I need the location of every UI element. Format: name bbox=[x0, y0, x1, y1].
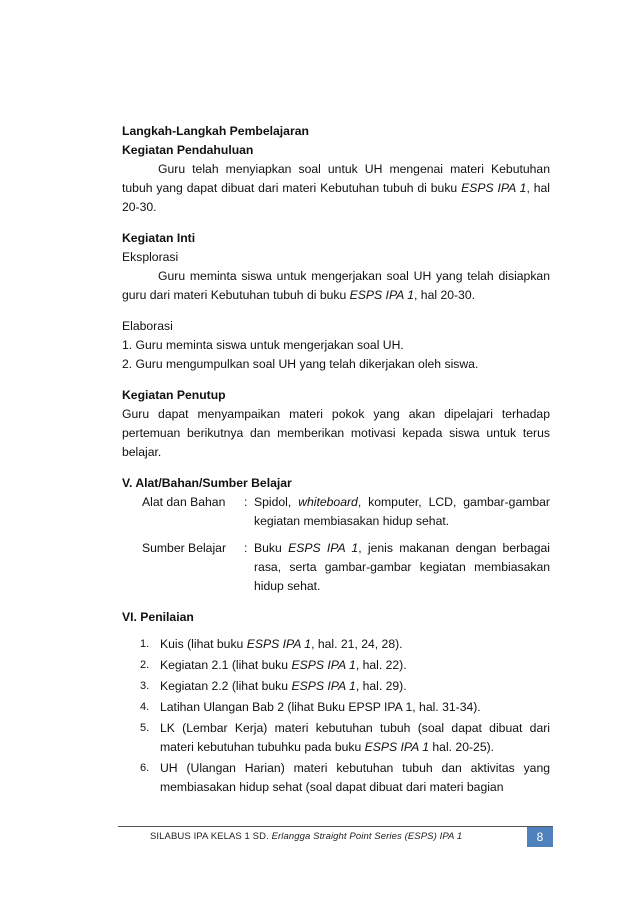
eksplorasi-label: Eksplorasi bbox=[122, 250, 179, 264]
alat-label: Alat dan Bahan bbox=[142, 495, 226, 509]
alat-value-text: Spidol, bbox=[254, 495, 299, 509]
list-item bbox=[122, 656, 550, 675]
eksplorasi-text: Guru meminta siswa untuk mengerjakan soal UH yang telah disiapkan guru dari materi Kebutuhan tubuh di buku bbox=[122, 269, 550, 302]
footer-divider bbox=[118, 826, 553, 827]
list-number: 6. bbox=[140, 762, 150, 774]
list-text-end: , hal. 21, 24, 28). bbox=[311, 637, 403, 651]
elaborasi-item: 2. Guru mengumpulkan soal UH yang telah dikerjakan oleh siswa. bbox=[122, 357, 479, 371]
sumber-value-text: Buku bbox=[254, 541, 289, 555]
penilaian-list bbox=[122, 635, 550, 797]
alat-value bbox=[254, 493, 550, 531]
alat-colon: : bbox=[244, 495, 248, 509]
sumber-value-end: , jenis makanan dengan berbagai rasa, serta gambar-gambar kegiatan membiasakan hidup sehat. bbox=[254, 541, 550, 593]
list-text bbox=[160, 635, 550, 654]
list-number: 3. bbox=[140, 680, 150, 692]
pendahuluan-title: Kegiatan Pendahuluan bbox=[122, 143, 254, 157]
list-text-start: LK (Lembar Kerja) materi kebutuhan tubuh (soal dapat dibuat dari materi kebutuhan tubuhku pada buku bbox=[160, 721, 550, 754]
alat-title: V. Alat/Bahan/Sumber Belajar bbox=[122, 476, 292, 490]
inti-title: Kegiatan Inti bbox=[122, 231, 196, 245]
list-item bbox=[122, 719, 550, 757]
alat-value-italic: whiteboard bbox=[298, 495, 358, 509]
list-text-end: , hal. 22). bbox=[355, 658, 407, 672]
list-text bbox=[160, 698, 550, 717]
list-item bbox=[122, 677, 550, 696]
pendahuluan-text-end: , hal 20-30. bbox=[122, 181, 550, 214]
eksplorasi-text-end: , hal 20-30. bbox=[414, 288, 475, 302]
list-text-start: UH (Ulangan Harian) materi kebutuhan tubuh dan aktivitas yang membiasakan hidup sehat (soal dapat dibuat dari materi bagian bbox=[160, 761, 550, 794]
eksplorasi-book: ESPS IPA 1 bbox=[349, 288, 415, 302]
list-item bbox=[122, 759, 550, 797]
pendahuluan-paragraph bbox=[122, 160, 550, 217]
list-item bbox=[122, 698, 550, 717]
list-text-end: , hal. 29). bbox=[355, 679, 407, 693]
list-text-end: hal. 20-25). bbox=[429, 740, 495, 754]
list-number: 2. bbox=[140, 659, 150, 671]
list-text-book: ESPS IPA 1 bbox=[364, 740, 429, 754]
pendahuluan-book: ESPS IPA 1 bbox=[461, 181, 527, 195]
elaborasi-label: Elaborasi bbox=[122, 319, 173, 333]
page-number: 8 bbox=[527, 827, 553, 847]
list-item bbox=[122, 635, 550, 654]
sumber-row bbox=[142, 539, 550, 596]
list-text-book: ESPS IPA 1 bbox=[246, 637, 312, 651]
penutup-title: Kegiatan Penutup bbox=[122, 388, 226, 402]
list-text-book: ESPS IPA 1 bbox=[291, 679, 356, 693]
list-text-start: Latihan Ulangan Bab 2 (lihat Buku EPSP IPA 1, hal. 31-34). bbox=[160, 700, 481, 714]
list-text-book: ESPS IPA 1 bbox=[291, 658, 356, 672]
list-text-start: Kegiatan 2.1 (lihat buku bbox=[160, 658, 292, 672]
steps-heading: Langkah-Langkah Pembelajaran bbox=[122, 124, 309, 138]
list-text-start: Kegiatan 2.2 (lihat buku bbox=[160, 679, 292, 693]
page-content bbox=[122, 122, 550, 799]
list-text bbox=[160, 656, 550, 675]
elaborasi-item: 1. Guru meminta siswa untuk mengerjakan soal UH. bbox=[122, 338, 404, 352]
footer-text-start: SILABUS IPA KELAS 1 SD. bbox=[150, 831, 272, 842]
list-number: 1. bbox=[140, 638, 150, 650]
list-number: 4. bbox=[140, 701, 150, 713]
alat-value-end: , komputer, LCD, gambar-gambar kegiatan membiasakan hidup sehat. bbox=[254, 495, 550, 528]
alat-row bbox=[142, 493, 550, 531]
footer-title bbox=[150, 831, 462, 842]
list-text bbox=[160, 759, 550, 797]
penilaian-title: VI. Penilaian bbox=[122, 610, 194, 624]
sumber-value bbox=[254, 539, 550, 596]
list-number: 5. bbox=[140, 722, 150, 734]
list-text bbox=[160, 719, 550, 757]
sumber-value-book: ESPS IPA 1 bbox=[288, 541, 359, 555]
list-text bbox=[160, 677, 550, 696]
eksplorasi-paragraph bbox=[122, 267, 550, 305]
list-text-start: Kuis (lihat buku bbox=[160, 637, 247, 651]
sumber-label: Sumber Belajar bbox=[142, 541, 226, 555]
pendahuluan-text: Guru telah menyiapkan soal untuk UH mengenai materi Kebutuhan tubuh yang dapat dibuat dari materi Kebutuhan tubuh di buku bbox=[122, 162, 550, 195]
footer-text-italic: Erlangga Straight Point Series (ESPS) IPA 1 bbox=[271, 831, 463, 842]
penutup-paragraph: Guru dapat menyampaikan materi pokok yang akan dipelajari terhadap pertemuan berikutnya dan memberikan motivasi kepada siswa untuk terus belajar. bbox=[122, 407, 550, 459]
sumber-colon: : bbox=[244, 541, 248, 555]
alat-section bbox=[122, 493, 550, 596]
